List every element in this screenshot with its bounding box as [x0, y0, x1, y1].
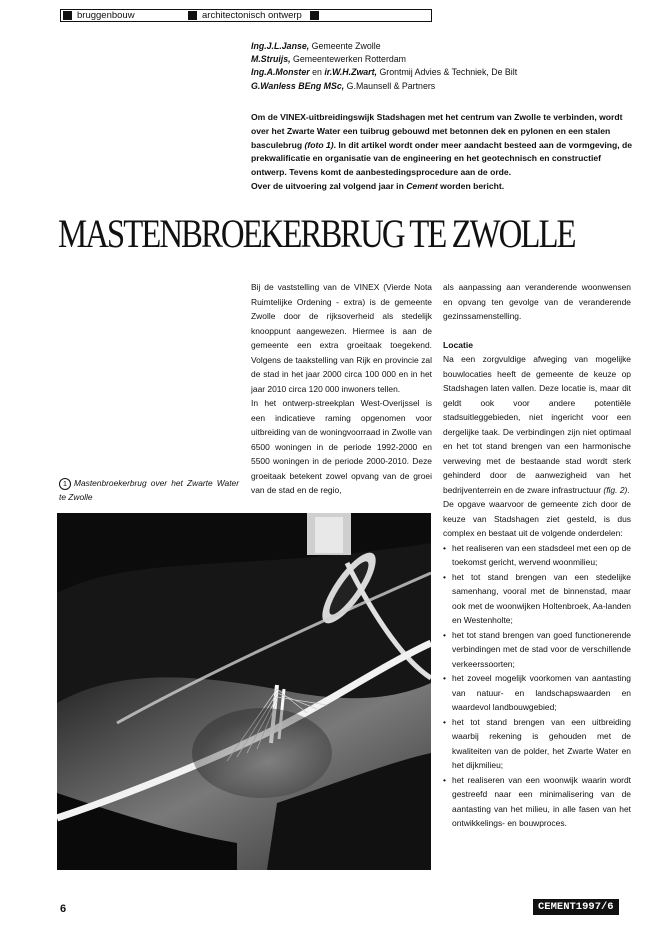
list-item: • het tot stand brengen van goed functionerende verbindingen met de stad voor de verschillende verkeerssoorten;: [443, 628, 631, 672]
list-item: • het tot stand brengen van een uitbreiding waarbij rekening is gehouden met de kwaliteiten van de polder, het Zwarte Water en het dijkmilieu;: [443, 715, 631, 773]
bridge-model-photo: [57, 513, 431, 870]
paragraph-text: Na een zorgvuldige afweging van mogelijke bouwlocaties heeft de gemeente de keuze op Stadshagen laten vallen. Deze locatie is, maar dit geldt ook voor andere potentiële stadsuitleggebieden, niet ingericht voor een dergelijke taak. De verbindingen zijn niet optimaal en het tot stand brengen van een harmonische verweving met de bestaande stad wordt sterk gehinderd door de aanwezigheid van het bedrijventerrein en de zware infrastructuur: [443, 354, 631, 495]
header-marker-2: [188, 11, 197, 20]
photo-caption: [59, 477, 239, 504]
intro-text: Over de uitvoering zal volgend jaar in: [251, 180, 407, 191]
author-name: ir.W.H.Zwart,: [324, 67, 377, 78]
article-title: MASTENBROEKERBRUG TE ZWOLLE: [58, 211, 575, 256]
paragraph: [443, 352, 631, 497]
figure-number-badge: 1: [59, 478, 71, 490]
body-column-left: [251, 280, 432, 498]
author-line: [251, 66, 631, 79]
author-list: [251, 40, 631, 93]
intro-text: worden bericht.: [437, 180, 505, 191]
author-org: Gemeente Zwolle: [311, 41, 381, 51]
list-item: • het realiseren van een woonwijk waarin wordt gestreefd naar een minimalisering van de aantasting van het milieu, in alle fasen van het ontwikkelings- en bouwproces.: [443, 773, 631, 831]
journal-name: Cement: [406, 180, 438, 191]
page-number: 6: [60, 903, 67, 915]
author-joiner: en: [312, 67, 322, 78]
paragraph: De opgave waarvoor de gemeente zich door de keuze van Stadshagen ziet gesteld, is dus complex en bestaat uit de volgende onderdelen:: [443, 499, 631, 538]
paragraph-text: .: [627, 484, 630, 495]
list-item: • het realiseren van een stadsdeel met een op de toekomst gericht, wervend woonmilieu;: [443, 541, 631, 570]
author-name: M.Struijs,: [251, 54, 291, 65]
author-name: Ing.A.Monster: [251, 67, 310, 78]
photo-reference: (foto 1): [304, 139, 334, 150]
paragraph: als aanpassing aan veranderende woonwensen en opvang ten gevolge van de veranderende gezinssamenstelling.: [443, 282, 631, 321]
caption-text: Mastenbroekerbrug over het Zwarte Water te Zwolle: [59, 478, 239, 502]
journal-issue-label: CEMENT1997/6: [533, 899, 619, 915]
author-org: Grontmij Advies & Techniek, De Bilt: [379, 67, 518, 78]
paragraph: Bij de vaststelling van de VINEX (Vierde Nota Ruimtelijke Ordening - extra) is de gemeente Zwolle door de rijksoverheid als stedelijk knooppunt aangewezen. Hiermee is aan de gemeente een extra groeitaak toegekend. Volgens de taakstelling van Rijk en provincie zal de stad in het jaar 2000 circa 100 000 en in het jaar 2010 circa 120 000 inwoners tellen.: [251, 282, 432, 394]
header-marker-1: [63, 11, 72, 20]
author-line: [251, 40, 631, 53]
author-name: G.Wanless BEng MSc,: [251, 80, 345, 91]
author-org: G.Maunsell & Partners: [346, 80, 436, 91]
author-line: [251, 80, 631, 93]
intro-text: Om de VINEX-uitbreidingswijk Stadshagen met het centrum van Zwolle te verbinden, wordt over het Zwarte Water een tuibrug gebouwd met betonnen dek en pylonen en een stalen basculebrug: [251, 112, 623, 150]
bridge-model-image: [57, 513, 431, 870]
article-intro: [251, 111, 636, 194]
author-org: Gemeentewerken Rotterdam: [293, 54, 406, 65]
list-item: • het zoveel mogelijk voorkomen van aantasting van natuur- en landschapswaarden en waardevol landbouwgebied;: [443, 671, 631, 715]
header-section-label: bruggenbouw: [77, 10, 135, 21]
intro-text: . In dit artikel wordt onder meer aandacht besteed aan de vormgeving, de prekwalificatie en organisatie van de engineering en het geotechnisch en constructief ontwerp. Tevens komt de aanbestedingsprocedure aan de orde.: [251, 139, 633, 178]
list-item: • het tot stand brengen van een stedelijke samenhang, vooral met de binnenstad, maar ook met de woonwijken Holtenbroek, Aa-landen en Westenholte;: [443, 570, 631, 628]
bullet-list: [443, 541, 631, 831]
section-header-bar: [60, 9, 432, 22]
author-name: Ing.J.L.Janse,: [251, 41, 310, 51]
section-heading: Locatie: [443, 339, 474, 350]
author-line: [251, 53, 631, 66]
paragraph: In het ontwerp-streekplan West-Overijssel is een indicatieve raming opgenomen voor uitbreiding van de woningvoorraad in Zwolle van 6500 woningen in de periode 1992-2000 en 5500 woningen in de periode 2000-2010. Deze groeitaak betekent zowel opvang van de groei van de stad en de regio,: [251, 398, 432, 495]
figure-reference: (fig. 2): [603, 484, 628, 495]
header-subsection-label: architectonisch ontwerp: [202, 10, 302, 21]
header-marker-3: [310, 11, 319, 20]
body-column-right: [443, 280, 631, 831]
